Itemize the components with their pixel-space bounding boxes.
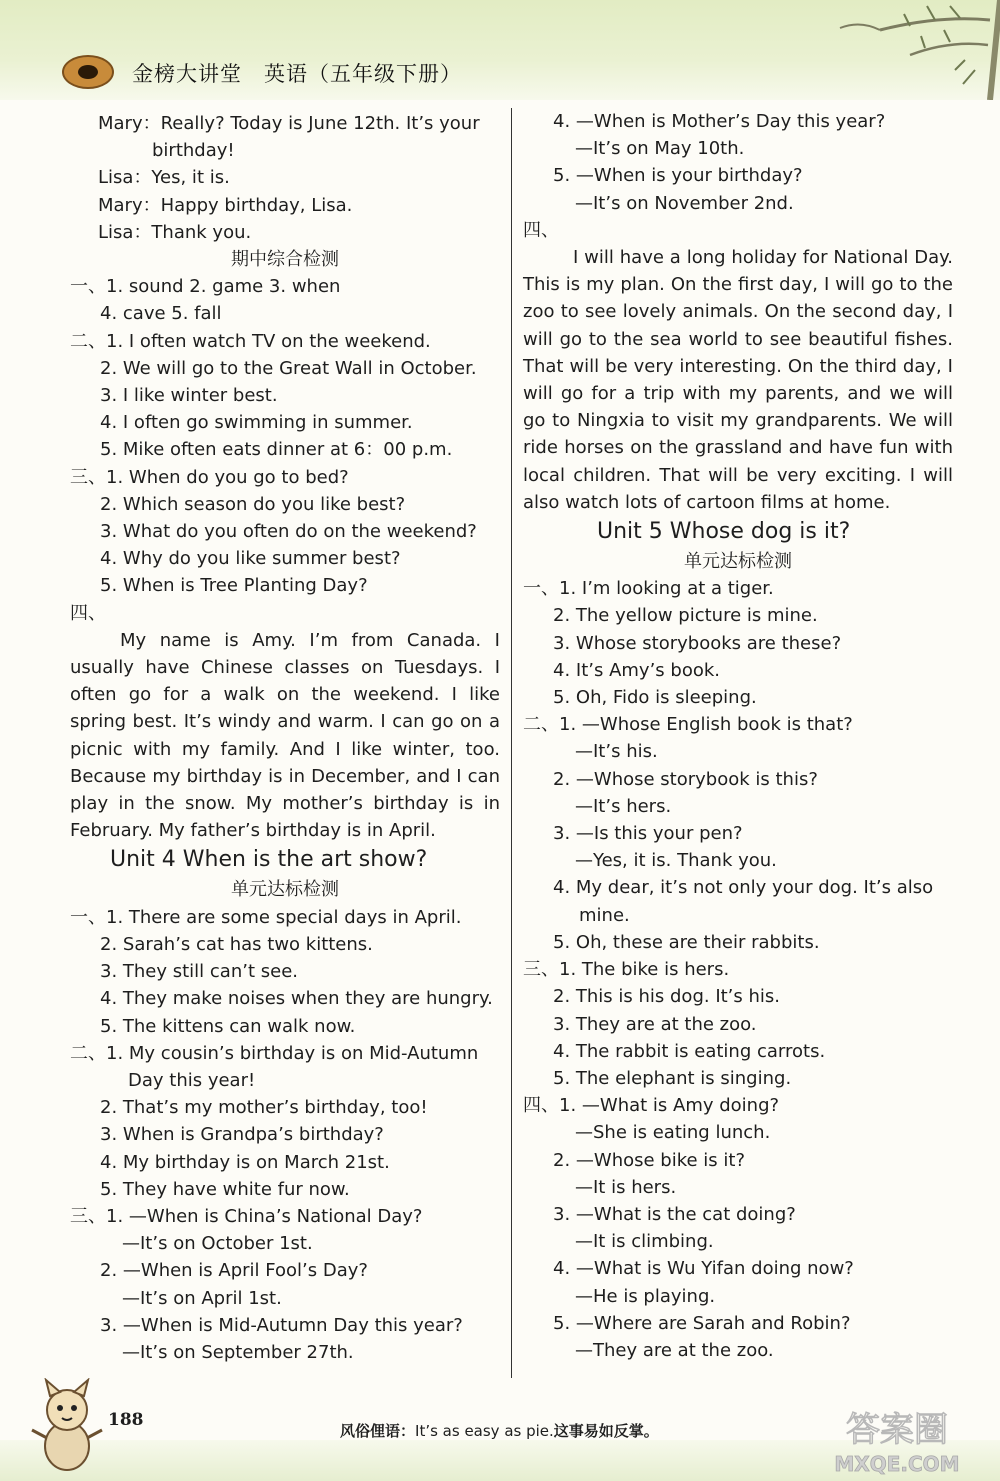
proverb-label: 风俗俚语： xyxy=(340,1422,416,1440)
answer-line: —He is playing. xyxy=(575,1285,716,1307)
answer-line: 二、1. —Whose English book is that? xyxy=(523,714,853,736)
answer-line: 2. Which season do you like best? xyxy=(100,493,406,515)
proverb-english: It’s as easy as pie. xyxy=(415,1422,554,1440)
answer-line: 3. When is Grandpa’s birthday? xyxy=(100,1124,384,1146)
page-number: 188 xyxy=(108,1410,144,1430)
page-header-title xyxy=(132,58,462,88)
answer-line: 2. —Whose storybook is this? xyxy=(553,768,818,790)
answer-line: 一、1. I’m looking at a tiger. xyxy=(523,578,774,600)
answer-line: 3. —When is Mid-Autumn Day this year? xyxy=(100,1314,463,1336)
tree-branch-decoration xyxy=(760,0,1000,100)
answer-line: 4. My birthday is on March 21st. xyxy=(100,1151,390,1173)
answer-line: Lisa：Thank you. xyxy=(98,221,252,243)
answer-line: —It’s on October 1st. xyxy=(122,1233,313,1255)
answer-line: —It’s on September 27th. xyxy=(122,1341,354,1363)
answer-line: 5. Oh, Fido is sleeping. xyxy=(553,687,757,709)
answer-line: 3. —What is the cat doing? xyxy=(553,1203,796,1225)
answer-paragraph: I will have a long holiday for National Day. This is my plan. On the first day, I will go to the zoo to see lovely animals. On the second day, I will go to the sea world to see beautiful fishes. That will be very interesting. On the third day, I will go for a trip with my parents, and we will go to Ningxia to visit my grandparents. We will ride horses on the grassland and have fun with local children. That will be very exciting. I will also watch lots of cartoon films at home. xyxy=(523,247,953,513)
proverb-chinese: 这事易如反掌。 xyxy=(553,1422,659,1440)
section-heading: 单元达标检测 xyxy=(684,551,792,573)
answer-line: —It’s on November 2nd. xyxy=(575,192,794,214)
answer-line: 4. —What is Wu Yifan doing now? xyxy=(553,1258,854,1280)
answer-line: —She is eating lunch. xyxy=(575,1122,771,1144)
answer-line: 2. —Whose bike is it? xyxy=(553,1149,746,1171)
answer-line: 4. They make noises when they are hungry. xyxy=(100,988,493,1010)
answer-line: —It’s his. xyxy=(575,741,658,763)
proverb-footer xyxy=(340,1420,659,1441)
answer-line: Mary：Really? Today is June 12th. It’s your xyxy=(98,113,480,134)
answer-line: mine. xyxy=(579,904,630,926)
answer-line: 2. That’s my mother’s birthday, too! xyxy=(100,1097,428,1119)
answer-line: 5. Mike often eats dinner at 6：00 p.m. xyxy=(100,439,453,461)
answer-line: —Yes, it is. Thank you. xyxy=(575,850,777,872)
answer-line: Mary：Happy birthday, Lisa. xyxy=(98,194,353,216)
section-heading: 期中综合检测 xyxy=(231,249,339,271)
answer-line: 5. They have white fur now. xyxy=(100,1178,350,1200)
answer-line: —They are at the zoo. xyxy=(575,1339,774,1361)
right-column xyxy=(523,108,953,1364)
unit-title: Unit 5 Whose dog is it? xyxy=(597,519,851,545)
answer-line: 5. —When is your birthday? xyxy=(553,165,803,187)
answer-line: 2. We will go to the Great Wall in October. xyxy=(100,357,477,379)
answer-line: 3. What do you often do on the weekend? xyxy=(100,521,477,543)
answer-line: —It is climbing. xyxy=(575,1231,714,1253)
answer-line: Day this year! xyxy=(128,1069,256,1091)
answer-line: 3. They still can’t see. xyxy=(100,961,298,983)
answer-line: Lisa：Yes, it is. xyxy=(98,167,230,189)
answer-line: 三、1. The bike is hers. xyxy=(523,959,730,981)
answer-line: 三、1. When do you go to bed? xyxy=(70,466,349,488)
left-column xyxy=(70,110,500,1366)
answer-line: —It’s on April 1st. xyxy=(122,1287,282,1309)
answer-line: 二、1. I often watch TV on the weekend. xyxy=(70,330,431,352)
series-name: 金榜大讲堂 xyxy=(132,62,242,86)
answer-line: 4. It’s Amy’s book. xyxy=(553,659,721,681)
watermark-text-top: 答案圈 xyxy=(846,1410,948,1450)
answer-paragraph: My name is Amy. I’m from Canada. I usually have Chinese classes on Tuesdays. I often go for a walk on the weekend. I like spring best. It’s windy and warm. I can go on a picnic with my family. And I like winter, too. Because my birthday is in December, and I can play in the snow. My mother’s birthday is in February. My father’s birthday is in April. xyxy=(70,629,500,842)
answer-line: 一、1. sound 2. game 3. when xyxy=(70,276,341,298)
column-divider xyxy=(511,108,512,1378)
answer-line: —It’s on May 10th. xyxy=(575,138,745,160)
publisher-logo xyxy=(62,55,114,89)
answer-line: 5. —Where are Sarah and Robin? xyxy=(553,1312,851,1334)
answer-line: 5. Oh, these are their rabbits. xyxy=(553,931,820,953)
answer-line: 3. —Is this your pen? xyxy=(553,823,743,845)
answer-line: 四、 xyxy=(70,602,106,624)
watermark-logo xyxy=(802,1405,992,1477)
answer-line: —It’s hers. xyxy=(575,795,672,817)
answer-line: 3. They are at the zoo. xyxy=(553,1013,757,1035)
answer-line: 四、 xyxy=(523,219,559,241)
answer-line: 2. This is his dog. It’s his. xyxy=(553,986,781,1008)
answer-line: 5. The kittens can walk now. xyxy=(100,1015,356,1037)
answer-line: 4. cave 5. fall xyxy=(100,303,222,325)
answer-line: 4. My dear, it’s not only your dog. It’s also xyxy=(553,877,934,899)
answer-line: 2. —When is April Fool’s Day? xyxy=(100,1260,368,1282)
answer-line: 4. —When is Mother’s Day this year? xyxy=(553,111,886,132)
answer-line: 四、1. —What is Amy doing? xyxy=(523,1095,780,1117)
unit-title: Unit 4 When is the art show? xyxy=(110,847,428,873)
answer-line: 2. The yellow picture is mine. xyxy=(553,605,818,627)
answer-line: 三、1. —When is China’s National Day? xyxy=(70,1205,423,1227)
answer-line: 5. The elephant is singing. xyxy=(553,1067,792,1089)
answer-line: 一、1. There are some special days in April. xyxy=(70,906,462,928)
section-heading: 单元达标检测 xyxy=(231,879,339,901)
answer-line: birthday! xyxy=(152,140,235,162)
answer-line: —It is hers. xyxy=(575,1176,677,1198)
answer-line: 3. Whose storybooks are these? xyxy=(553,632,842,654)
answer-line: 二、1. My cousin’s birthday is on Mid-Autumn xyxy=(70,1042,479,1064)
watermark-text-bottom: MXQE.COM xyxy=(834,1452,960,1476)
answer-line: 5. When is Tree Planting Day? xyxy=(100,575,368,597)
answer-line: 2. Sarah’s cat has two kittens. xyxy=(100,933,373,955)
answer-line: 4. I often go swimming in summer. xyxy=(100,412,413,434)
subject-name: 英语（五年级下册） xyxy=(264,62,462,86)
answer-line: 4. Why do you like summer best? xyxy=(100,548,401,570)
cat-mascot-illustration xyxy=(22,1378,112,1473)
answer-line: 4. The rabbit is eating carrots. xyxy=(553,1040,826,1062)
answer-line: 3. I like winter best. xyxy=(100,385,278,407)
